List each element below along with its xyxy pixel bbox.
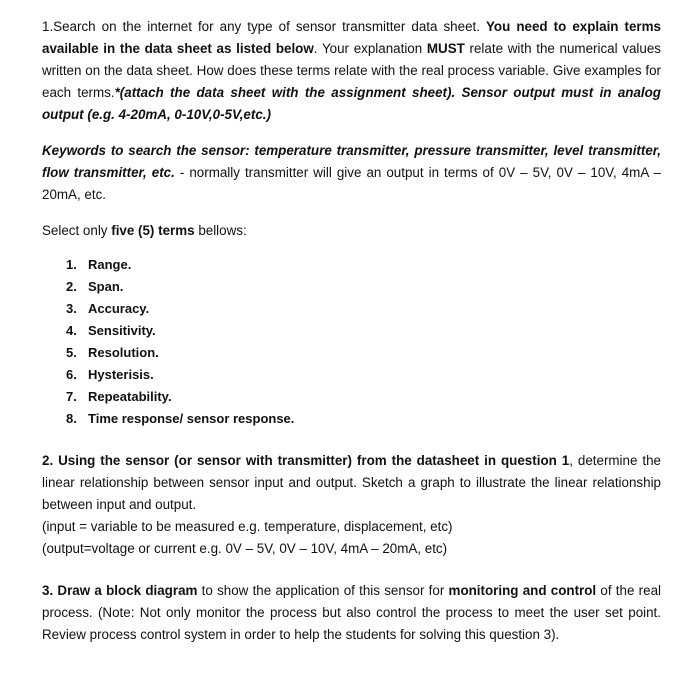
question-3: [42, 580, 661, 646]
q2-text: , determine the linear relationship between sensor input and output. Sketch a graph to illustrate the linear relationship between input and output.: [42, 453, 661, 512]
select-instruction: [42, 220, 661, 242]
item-number: 5.: [66, 345, 77, 360]
q3-number: 3.: [42, 583, 58, 598]
q1-must: MUST: [426, 41, 465, 56]
item-label: Repeatability.: [88, 389, 172, 404]
q3-text: to show the application of this sensor for: [197, 583, 449, 598]
q1-emphasis: You need to explain terms available in the data sheet as listed below: [42, 19, 661, 56]
keywords-label: Keywords to search the sensor: temperature transmitter, pressure transmitter, level transmitter, flow transmitter, etc.: [42, 143, 661, 180]
list-item: [66, 254, 661, 276]
q3-text-2: of the real process. (Note: Not only monitor the process but also control the process to meet the user set point. Review process control system in order to help the students for solving this question 3).: [42, 583, 661, 642]
list-item: [66, 320, 661, 342]
q2-output-note: [42, 538, 661, 560]
q3-block-diagram: Draw a block diagram: [57, 583, 198, 598]
q2-input-note: [42, 516, 661, 538]
item-number: 6.: [66, 367, 77, 382]
item-number: 3.: [66, 301, 77, 316]
q2-input-text: (input = variable to be measured e.g. temperature, displacement, etc): [42, 519, 453, 534]
item-number: 1.: [66, 257, 77, 272]
keywords-text: - normally transmitter will give an output in terms of 0V – 5V, 0V – 10V, 4mA – 20mA, etc.: [42, 165, 661, 202]
keywords-paragraph: [42, 140, 661, 206]
list-item: [66, 408, 661, 430]
q1-intro: 1.Search on the internet for any type of sensor transmitter data sheet.: [42, 19, 486, 34]
question-1: [42, 16, 661, 126]
item-number: 8.: [66, 411, 77, 426]
list-item: [66, 364, 661, 386]
item-number: 7.: [66, 389, 77, 404]
item-number: 4.: [66, 323, 77, 338]
item-label: Accuracy.: [88, 301, 150, 316]
q1-attach-note: *(attach the data sheet with the assignment sheet). Sensor output must in analog output (e.g. 4-20mA, 0-10V,0-5V,etc.): [42, 85, 661, 122]
question-2: [42, 450, 661, 516]
q2-lead: 2. Using the sensor (or sensor with transmitter) from the datasheet in question 1: [42, 453, 570, 468]
q1-text: . Your explanation: [313, 41, 427, 56]
q2-output-text: (output=voltage or current e.g. 0V – 5V, 0V – 10V, 4mA – 20mA, etc): [42, 541, 448, 556]
list-item: [66, 386, 661, 408]
item-label: Range.: [88, 257, 132, 272]
select-count: five (5) terms: [111, 223, 195, 238]
item-label: Sensitivity.: [88, 323, 156, 338]
item-label: Resolution.: [88, 345, 159, 360]
list-item: [66, 342, 661, 364]
q3-monitoring-control: monitoring and control: [448, 583, 597, 598]
list-item: [66, 298, 661, 320]
select-text-2: bellows:: [194, 223, 247, 238]
item-label: Hysterisis.: [88, 367, 154, 382]
terms-list: [42, 254, 661, 430]
item-number: 2.: [66, 279, 77, 294]
q1-text-2: relate with the numerical values written on the data sheet. How does these terms relate with the real process variable. Give examples for each terms.: [42, 41, 661, 100]
list-item: [66, 276, 661, 298]
select-text: Select only: [42, 223, 112, 238]
item-label: Span.: [88, 279, 124, 294]
item-label: Time response/ sensor response.: [88, 411, 295, 426]
